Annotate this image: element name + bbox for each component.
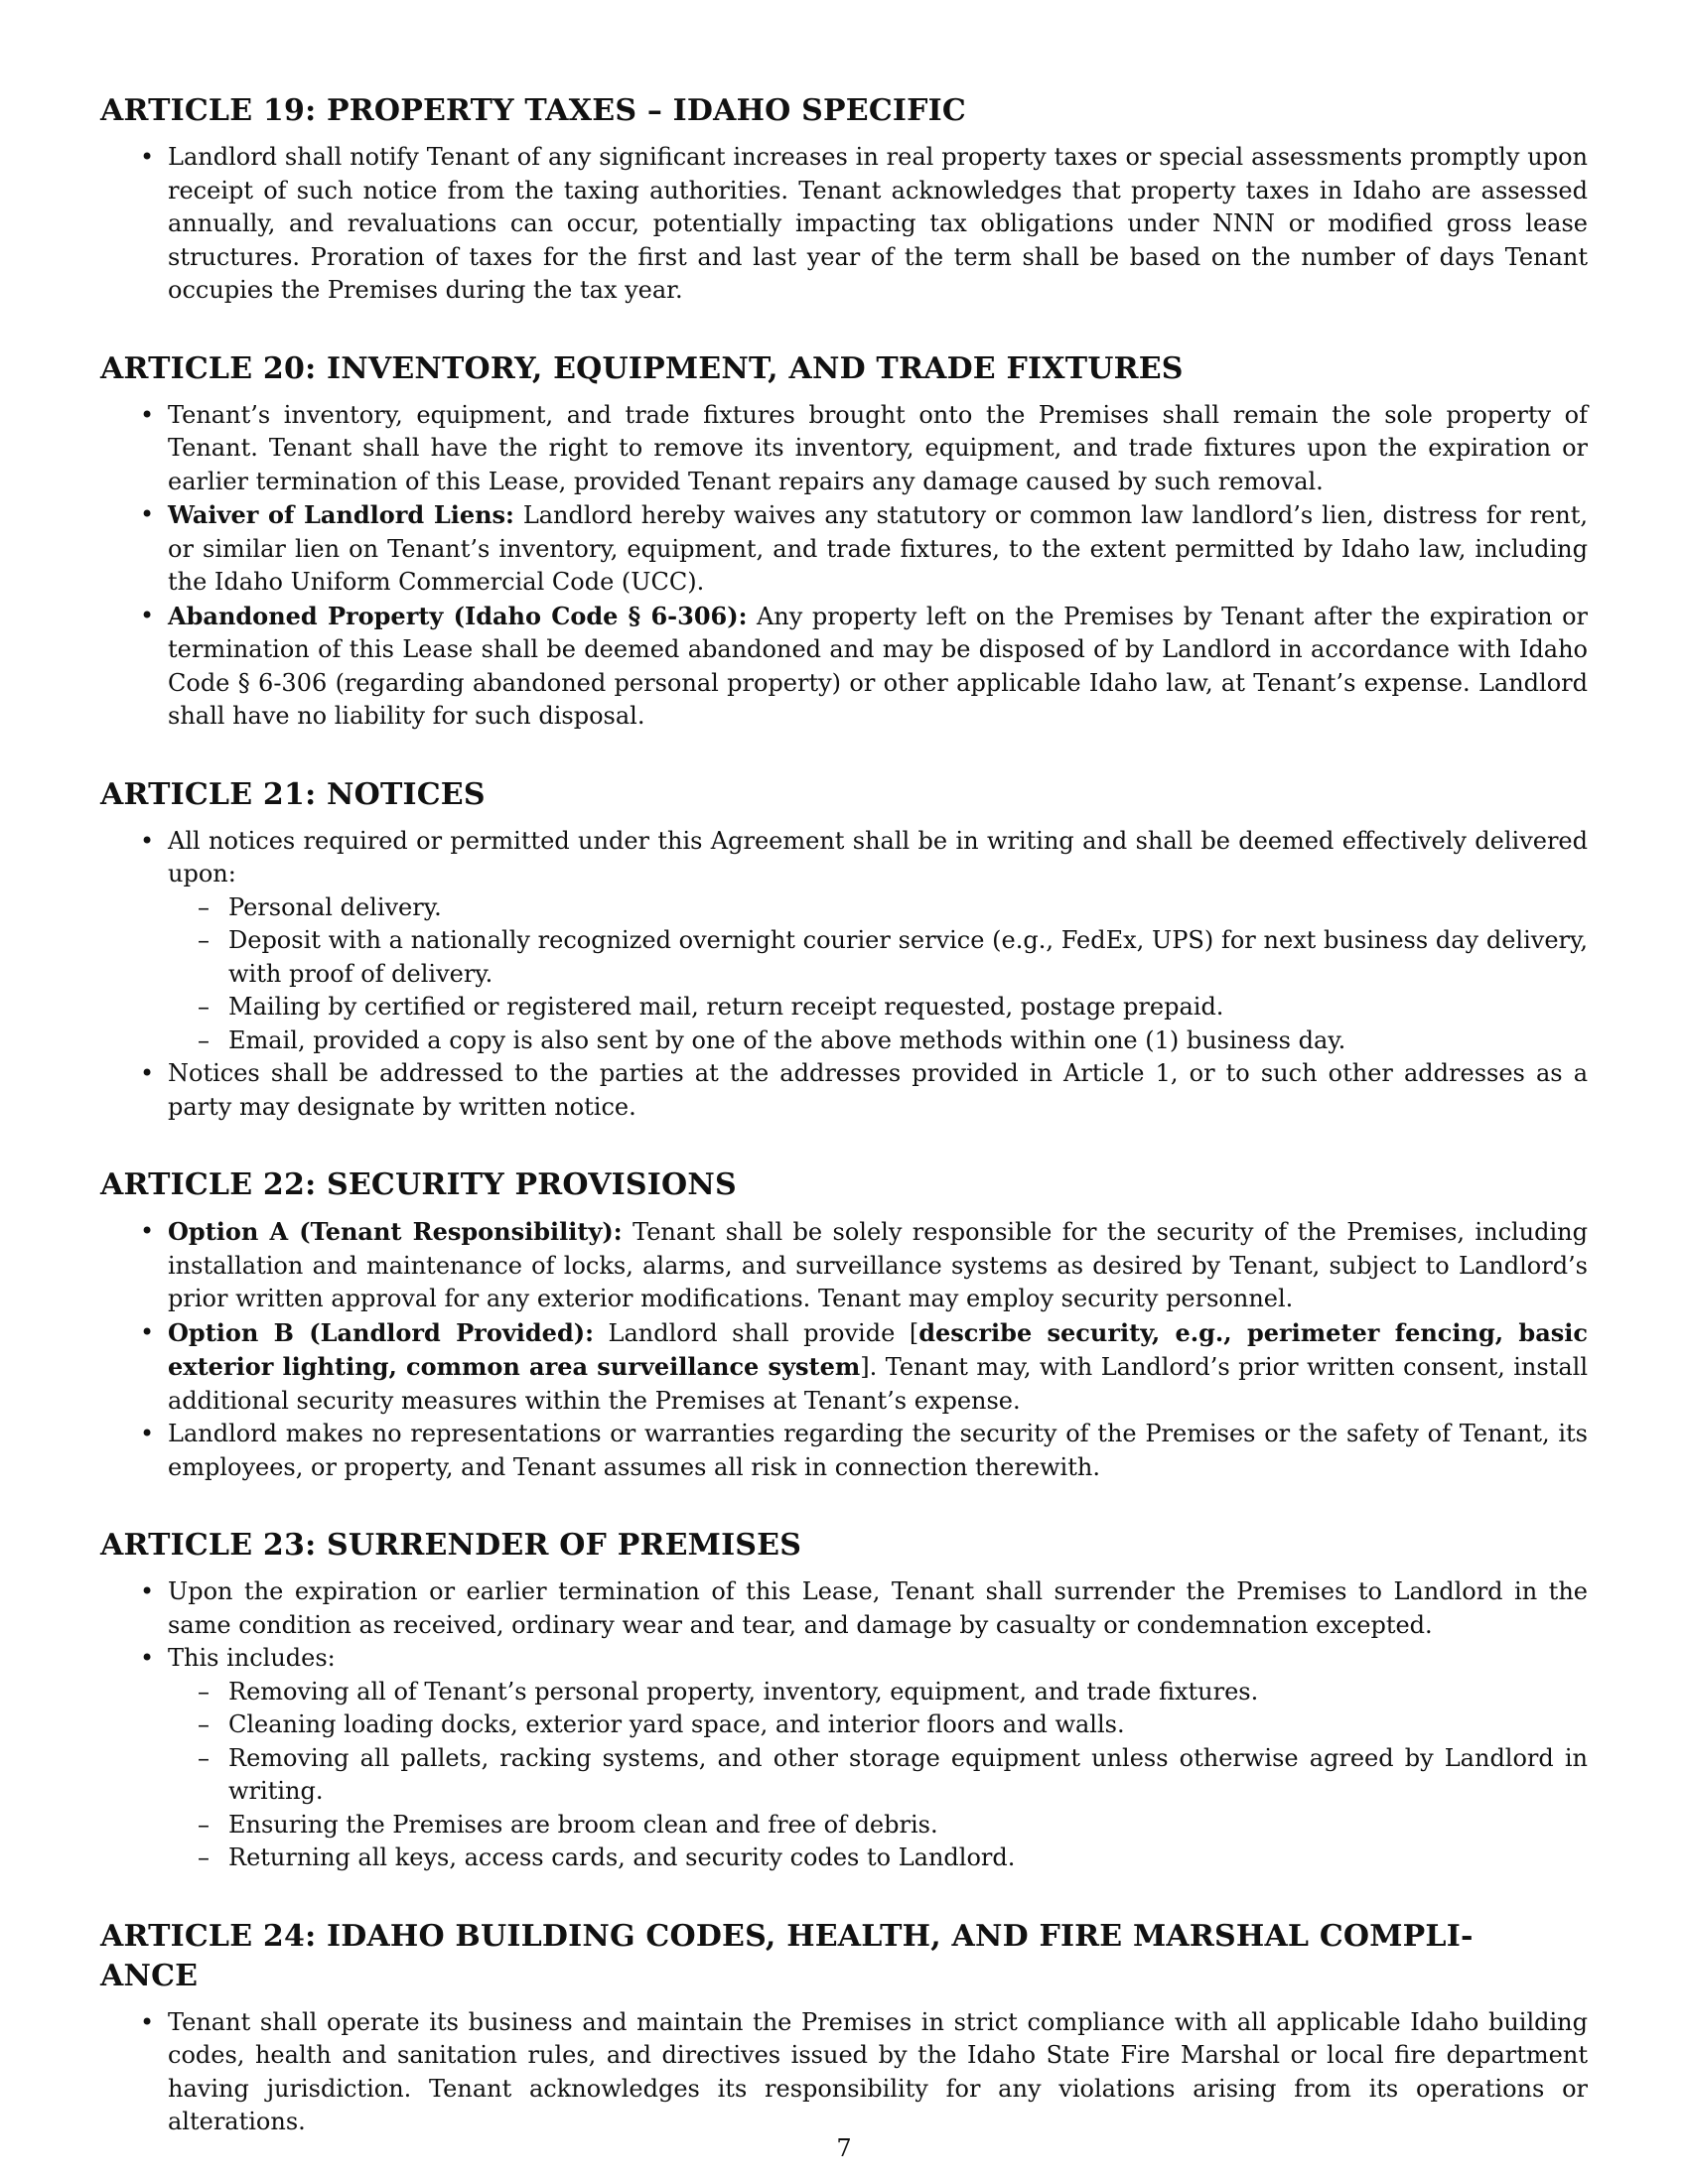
article-22-heading: ARTICLE 22: SECURITY PROVISIONS [100, 1167, 737, 1202]
bullet-icon: • [140, 1420, 155, 1447]
dash-icon: – [198, 1710, 210, 1738]
surrender-tasks-list [168, 1676, 1588, 1875]
article-21-list [100, 825, 1588, 1125]
bullet-icon: • [140, 2007, 155, 2036]
page-number: 7 [836, 2134, 852, 2162]
list-item: • Upon the expiration or earlier termination of this Lease, Tenant shall surrender the Premises to Landlord in the same condition as received, ordinary wear and tear, and damage by casualty or condemnation excepted. [140, 1577, 1588, 1639]
list-item: • Notices shall be addressed to the parties at the addresses provided in Article 1, or to such other addresses as a party may designate by written notice. [140, 1059, 1588, 1121]
article-19-list [100, 141, 1588, 308]
sub-list-item: – Removing all pallets, racking systems, and other storage equipment unless otherwise agreed by Landlord in writing. [198, 1743, 1588, 1805]
article-24 [100, 1917, 1588, 2139]
list-item: • Landlord shall notify Tenant of any significant increases in real property taxes or special assessments promptly upon receipt of such notice from the taxing authorities. Tenant acknowledges that property taxes in Idaho are assessed annually, and revaluations can occur, potentially impacting tax obligations under NNN or modified gross lease structures. Proration of taxes for the first and last year of the term shall be based on the number of days Tenant occupies the Premises during the tax year. [140, 143, 1588, 304]
bullet-icon: • [140, 500, 155, 528]
list-item: • This includes: – Removing all of Tenant’s personal property, inventory, equipment, and trade fixtures. – Cleaning loading docks, exterior yard space, and interior floors and walls. – Removing all pallets, racking systems, and other storage equipment unless otherwise agreed by Landlord in writing. – Ensuring the Premises are broom clean and free of debris. – Returning all keys, access cards, and security codes to Landlord. [100, 1642, 1588, 1875]
dash-icon: – [198, 1843, 210, 1871]
item-label: Option A (Tenant Responsibility): [168, 1217, 623, 1246]
item-label: Abandoned Property (Idaho Code § 6-306): [168, 601, 748, 630]
article-22 [100, 1165, 1588, 1484]
delivery-methods-list [168, 891, 1588, 1058]
list-item: • Landlord makes no representations or warranties regarding the security of the Premises or the safety of Tenant, its employees, or property, and Tenant assumes all risk in connection therewith. [140, 1420, 1588, 1481]
list-item: • Option B (Landlord Provided): Landlord shall provide [describe security, e.g., perimeter fencing, basic exterior lighting, common area surveillance system]. Tenant may, with Landlord’s prior written consent, install additional security measures within the Premises at Tenant’s expense. [140, 1317, 1588, 1415]
sub-list-item: – Mailing by certified or registered mail, return receipt requested, postage prepaid. [168, 991, 1588, 1024]
article-21 [100, 775, 1588, 1125]
article-23 [100, 1526, 1588, 1875]
article-22-list [100, 1215, 1588, 1484]
list-item: • All notices required or permitted under this Agreement shall be in writing and shall be deemed effectively delivered upon: – Personal delivery. – Deposit with a nationally recognized overnight courier service (e.g., FedEx, UPS) for next business day delivery, with proof of delivery. – Mailing by certified or registered mail, return receipt requested, postage prepaid. – Email, provided a copy is also sent by one of the above methods within one (1) business day. [100, 825, 1588, 1058]
list-item: • Tenant shall operate its business and maintain the Premises in strict compliance with all applicable Idaho building codes, health and sanitation rules, and directives issued by the Idaho State Fire Marshal or local fire department having jurisdiction. Tenant acknowledges its responsibility for any violations arising from its operations or alterations. [140, 2007, 1588, 2135]
article-20-heading: ARTICLE 20: INVENTORY, EQUIPMENT, AND TRADE FIXTURES [100, 350, 1184, 386]
sub-list-item: – Ensuring the Premises are broom clean and free of debris. [168, 1809, 1588, 1843]
article-24-heading: ARTICLE 24: IDAHO BUILDING CODES, HEALTH, AND FIRE MARSHAL COMPLI- ANCE [100, 1918, 1474, 1993]
dash-icon: – [198, 892, 210, 921]
bullet-icon: • [140, 1317, 155, 1346]
sub-list-item: – Cleaning loading docks, exterior yard space, and interior floors and walls. [168, 1708, 1588, 1742]
bullet-icon: • [140, 601, 155, 629]
article-21-heading: ARTICLE 21: NOTICES [100, 776, 486, 812]
article-20-list [100, 399, 1588, 734]
item-label: Option B (Landlord Provided): [168, 1317, 594, 1347]
dash-icon: – [198, 993, 210, 1021]
item-label: Waiver of Landlord Liens: [168, 500, 514, 529]
dash-icon: – [198, 1810, 210, 1839]
bullet-icon: • [140, 826, 155, 855]
bullet-icon: • [140, 1059, 155, 1087]
article-24-list [100, 2006, 1588, 2139]
bullet-icon: • [140, 1217, 155, 1245]
bullet-icon: • [140, 1644, 155, 1672]
article-23-heading: ARTICLE 23: SURRENDER OF PREMISES [100, 1528, 802, 1563]
list-item: • Abandoned Property (Idaho Code § 6-306): Any property left on the Premises by Tenant after the expiration or termination of this Lease shall be deemed abandoned and may be disposed of by Landlord in accordance with Idaho Code § 6-306 (regarding abandoned personal property) or other applicable Idaho law, at Tenant’s expense. Landlord shall have no liability for such disposal. [140, 601, 1588, 730]
dash-icon: – [198, 1025, 210, 1054]
sub-list-item: – Email, provided a copy is also sent by one of the above methods within one (1) business day. [168, 1024, 1588, 1058]
placeholder-text: describe security, e.g., perimeter fencing, basic exterior lighting, common area surveillance system [168, 1317, 1588, 1381]
bullet-icon: • [140, 1577, 155, 1605]
dash-icon: – [198, 1743, 210, 1772]
article-20 [100, 349, 1588, 734]
article-19 [100, 91, 1588, 308]
list-item: • Waiver of Landlord Liens: Landlord hereby waives any statutory or common law landlord’s lien, distress for rent, or similar lien on Tenant’s inventory, equipment, and trade fixtures, to the extent permitted by Idaho law, including the Idaho Uniform Commercial Code (UCC). [140, 500, 1588, 596]
list-item: • Tenant’s inventory, equipment, and trade fixtures brought onto the Premises shall remain the sole property of Tenant. Tenant shall have the right to remove its inventory, equipment, and trade fixtures upon the expiration or earlier termination of this Lease, provided Tenant repairs any damage caused by such removal. [140, 400, 1588, 495]
article-19-heading: ARTICLE 19: PROPERTY TAXES – IDAHO SPECIFIC [100, 93, 966, 128]
bullet-icon: • [140, 400, 155, 429]
dash-icon: – [198, 1677, 210, 1706]
dash-icon: – [198, 926, 210, 954]
sub-list-item: – Personal delivery. [168, 891, 1588, 925]
sub-list-item: – Deposit with a nationally recognized overnight courier service (e.g., FedEx, UPS) for next business day delivery, with proof of delivery. [198, 926, 1588, 988]
article-23-list [100, 1575, 1588, 1875]
sub-list-item: – Returning all keys, access cards, and security codes to Landlord. [168, 1842, 1588, 1875]
bullet-icon: • [140, 143, 155, 171]
list-item: • Option A (Tenant Responsibility): Tenant shall be solely responsible for the security of the Premises, including installation and maintenance of locks, alarms, and surveillance systems as desired by Tenant, subject to Landlord’s prior written approval for any exterior modifications. Tenant may employ security personnel. [140, 1217, 1589, 1312]
document-page [100, 91, 1588, 2181]
sub-list-item: – Removing all of Tenant’s personal property, inventory, equipment, and trade fixtures. [168, 1676, 1588, 1709]
